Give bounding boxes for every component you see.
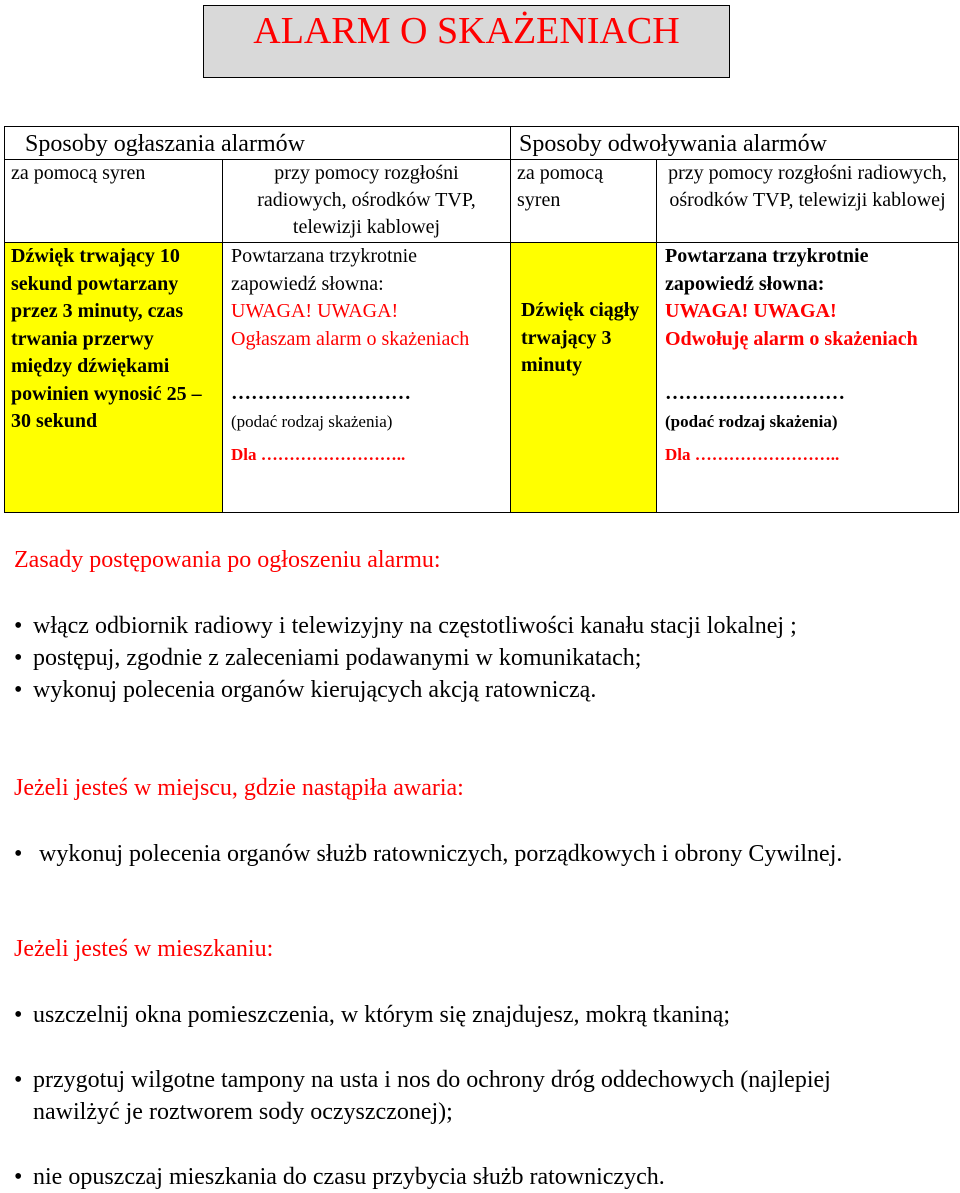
bullet-icon: • [14,841,23,867]
col-radio: przy pomocy rozgłośni radiowych, ośrodków TVP, telewizji kablowej [223,160,511,243]
cancel-methods-header: Sposoby odwoływania alarmów [511,127,959,160]
list-item: • uszczelnij okna pomieszczenia, w którym się znajdujesz, mokrą tkaniną; [14,999,944,1031]
col-sirens: za pomocą syren [5,160,223,243]
list-item: • przygotuj wilgotne tampony na usta i nos do ochrony dróg oddechowych (najlepiej nawilżyć je roztworem sody oczyszczonej); [14,1064,914,1128]
home-rules-list-3 [14,1161,914,1193]
announce-siren-cell: Dźwięk trwający 10 sekund powtarzany przez 3 minuty, czas trwania przerwy między dźwiękami powinien wynosić 25 – 30 sekund [5,243,223,513]
home-heading: Jeżeli jesteś w mieszkaniu: [14,936,274,962]
cancel-dots: ……………………… [665,382,845,404]
cancel-siren-cell: Dźwięk ciągły trwający 3 minuty [511,243,657,513]
cancel-message: Odwołuję alarm o skażeniach [665,327,918,350]
announce-for: Dla …………………….. [231,444,406,464]
list-item: • nie opuszczaj mieszkania do czasu przybycia służb ratowniczych. [14,1161,914,1193]
col-sirens-right: za pomocą syren [511,160,657,243]
announce-warning: UWAGA! UWAGA! [231,300,399,322]
list-item: • postępuj, zgodnie z zaleceniami podawanymi w komunikatach; [14,642,884,674]
cancel-for: Dla …………………….. [665,444,840,464]
accident-heading: Jeżeli jesteś w miejscu, gdzie nastąpiła awaria: [14,775,464,801]
announce-hint: (podać rodzaj skażenia) [231,411,393,431]
list-item: • wykonuj polecenia organów kierujących akcją ratowniczą. [14,674,884,706]
cancel-repeat: Powtarzana trzykrotnie zapowiedź słowna: [665,245,869,295]
announce-message: Ogłaszam alarm o skażeniach [231,327,470,350]
bullet-icon: • [14,1067,23,1093]
announce-repeat: Powtarzana trzykrotnie zapowiedź słowna: [231,245,418,295]
announce-methods-header: Sposoby ogłaszania alarmów [5,127,511,160]
bullet-icon: • [14,645,23,671]
alarm-methods-table [4,126,959,513]
rules-heading: Zasady postępowania po ogłoszeniu alarmu: [14,547,441,573]
accident-rules-list [14,838,934,870]
list-item: • wykonuj polecenia organów służb ratowniczych, porządkowych i obrony Cywilnej. [14,838,934,870]
col-radio-right: przy pomocy rozgłośni radiowych, ośrodków TVP, telewizji kablowej [657,160,959,243]
bullet-icon: • [14,677,23,703]
bullet-icon: • [14,1002,23,1028]
bullet-icon: • [14,1164,23,1190]
list-item: • włącz odbiornik radiowy i telewizyjny na częstotliwości kanału stacji lokalnej ; [14,610,884,642]
table-body-row [5,243,959,513]
home-rules-list-2 [14,1064,914,1128]
cancel-radio-cell [657,243,959,513]
table-header-row [5,127,959,160]
announce-dots: ……………………… [231,382,411,404]
bullet-icon: • [14,613,23,639]
rules-list [14,610,884,706]
page-title: ALARM O SKAŻENIACH [203,5,730,78]
home-rules-list [14,999,944,1031]
cancel-warning: UWAGA! UWAGA! [665,300,837,322]
cancel-hint: (podać rodzaj skażenia) [665,411,838,431]
table-subheader-row [5,160,959,243]
announce-radio-cell [223,243,511,513]
